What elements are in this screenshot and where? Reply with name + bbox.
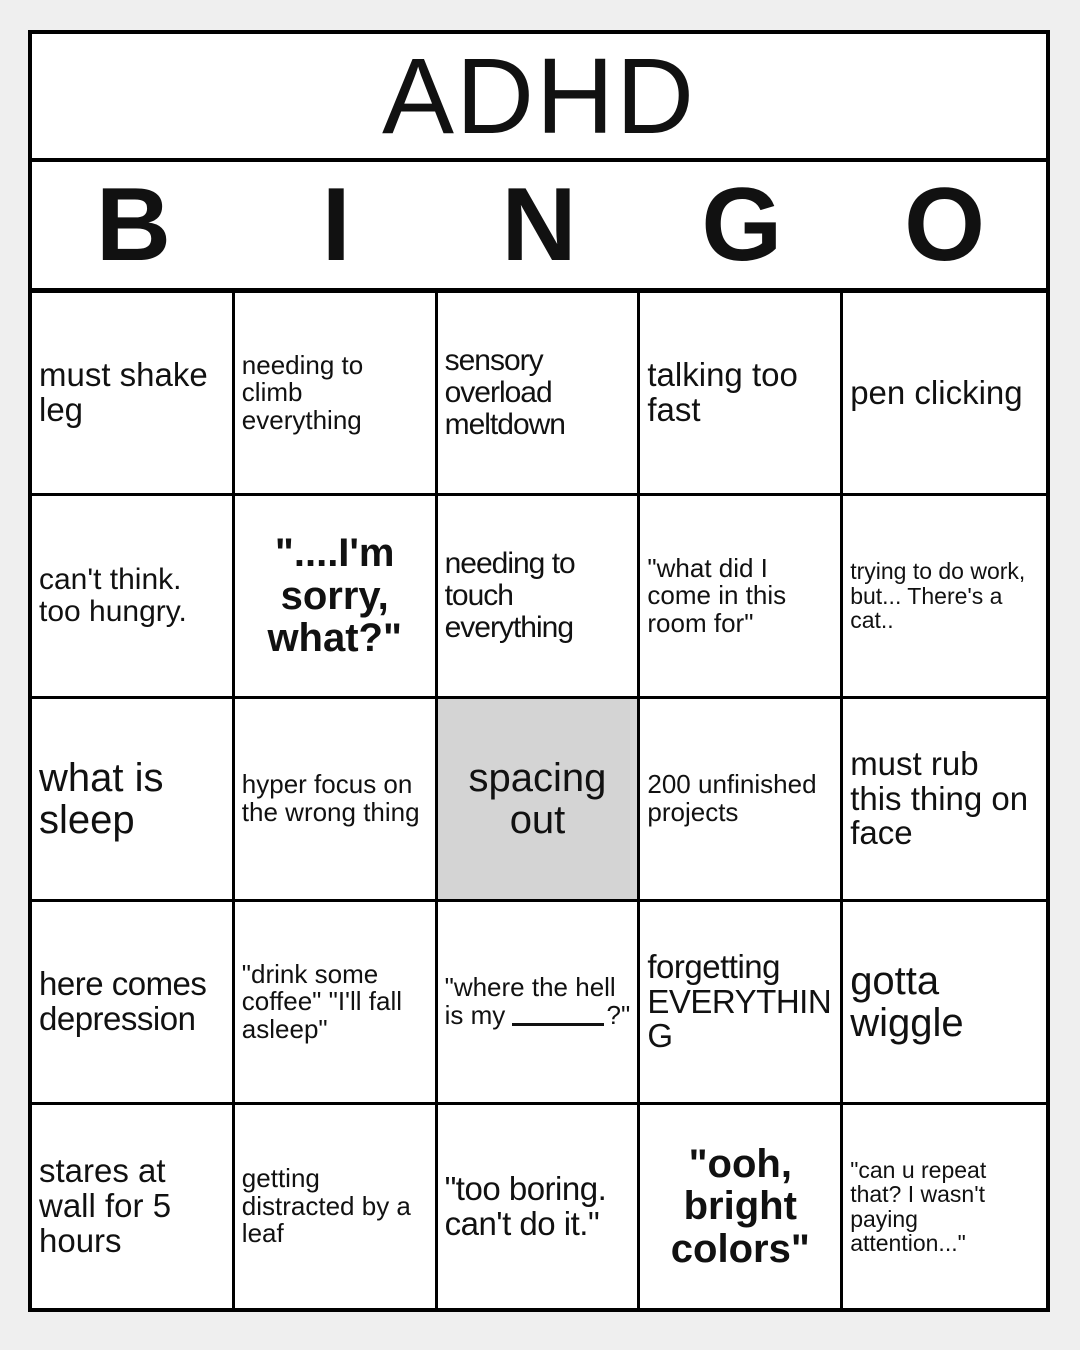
bingo-square-text: talking too fast bbox=[647, 356, 798, 428]
bingo-square[interactable] bbox=[640, 496, 843, 699]
bingo-square-text: "....I'm sorry, what?" bbox=[267, 531, 402, 661]
bingo-square[interactable] bbox=[32, 293, 235, 496]
bingo-square[interactable] bbox=[843, 496, 1046, 699]
bingo-letter: N bbox=[501, 167, 577, 283]
bingo-square-text: trying to do work, but... There's a cat.. bbox=[850, 558, 1026, 634]
bingo-square[interactable] bbox=[438, 293, 641, 496]
bingo-square[interactable] bbox=[843, 293, 1046, 496]
bingo-square-text: "too boring. can't do it." bbox=[444, 1169, 607, 1242]
bingo-header-cell-g bbox=[640, 162, 843, 288]
bingo-square-text: "where the hell is my ?" bbox=[444, 972, 631, 1030]
bingo-square[interactable] bbox=[32, 496, 235, 699]
bingo-square-text: "ooh, bright colors" bbox=[670, 1141, 810, 1271]
bingo-square[interactable] bbox=[235, 902, 438, 1105]
bingo-letter: B bbox=[95, 167, 171, 283]
bingo-square[interactable] bbox=[32, 699, 235, 902]
bingo-square-text: stares at wall for 5 hours bbox=[39, 1152, 172, 1259]
bingo-square[interactable] bbox=[843, 902, 1046, 1105]
bingo-square-text: what is sleep bbox=[39, 755, 164, 842]
bingo-square-marked[interactable] bbox=[438, 699, 641, 902]
bingo-square[interactable] bbox=[235, 699, 438, 902]
bingo-grid bbox=[32, 293, 1046, 1308]
bingo-square-text: spacing out bbox=[468, 755, 607, 842]
card-title: ADHD bbox=[381, 35, 697, 156]
bingo-square-text: 200 unfinished projects bbox=[647, 769, 817, 827]
bingo-square-text: needing to touch everything bbox=[444, 547, 575, 644]
bingo-square-text: hyper focus on the wrong thing bbox=[241, 769, 420, 827]
bingo-square[interactable] bbox=[235, 496, 438, 699]
bingo-square-text: getting distracted by a leaf bbox=[241, 1163, 411, 1249]
bingo-letter: G bbox=[701, 167, 783, 283]
bingo-square[interactable] bbox=[32, 902, 235, 1105]
bingo-square[interactable] bbox=[843, 1105, 1046, 1308]
card-title-row bbox=[32, 34, 1046, 162]
bingo-square-text: gotta wiggle bbox=[850, 958, 964, 1045]
bingo-square-text: must shake leg bbox=[39, 356, 208, 428]
bingo-square-text: "drink some coffee" "I'll fall asleep" bbox=[241, 958, 403, 1044]
bingo-square[interactable] bbox=[843, 699, 1046, 902]
bingo-square-text: sensory overload meltdown bbox=[444, 344, 565, 441]
bingo-square[interactable] bbox=[640, 699, 843, 902]
bingo-square[interactable] bbox=[640, 293, 843, 496]
bingo-square[interactable] bbox=[438, 1105, 641, 1308]
bingo-square-text: here comes depression bbox=[39, 965, 207, 1037]
bingo-square[interactable] bbox=[438, 496, 641, 699]
bingo-square-text: "what did I come in this room for" bbox=[647, 552, 787, 638]
bingo-header-row bbox=[32, 162, 1046, 293]
bingo-square-text: forgetting EVERYTHING bbox=[647, 947, 832, 1055]
bingo-header-cell-n bbox=[438, 162, 641, 288]
bingo-square[interactable] bbox=[235, 293, 438, 496]
bingo-square-text: "can u repeat that? I wasn't paying attention..." bbox=[850, 1156, 987, 1256]
bingo-square-text: pen clicking bbox=[850, 373, 1023, 411]
bingo-letter: I bbox=[321, 167, 351, 283]
bingo-square-text: can't think. too hungry. bbox=[39, 563, 187, 628]
bingo-header-cell-b bbox=[32, 162, 235, 288]
bingo-square[interactable] bbox=[640, 902, 843, 1105]
bingo-square[interactable] bbox=[438, 902, 641, 1105]
bingo-card bbox=[28, 30, 1050, 1312]
bingo-square-text: must rub this thing on face bbox=[850, 744, 1029, 852]
fill-in-blank-line bbox=[512, 1023, 604, 1026]
bingo-letter: O bbox=[904, 167, 986, 283]
bingo-square-text: needing to climb everything bbox=[241, 349, 364, 435]
bingo-header-cell-i bbox=[235, 162, 438, 288]
bingo-header-cell-o bbox=[843, 162, 1046, 288]
bingo-square[interactable] bbox=[235, 1105, 438, 1308]
bingo-square[interactable] bbox=[32, 1105, 235, 1308]
bingo-square[interactable] bbox=[640, 1105, 843, 1308]
